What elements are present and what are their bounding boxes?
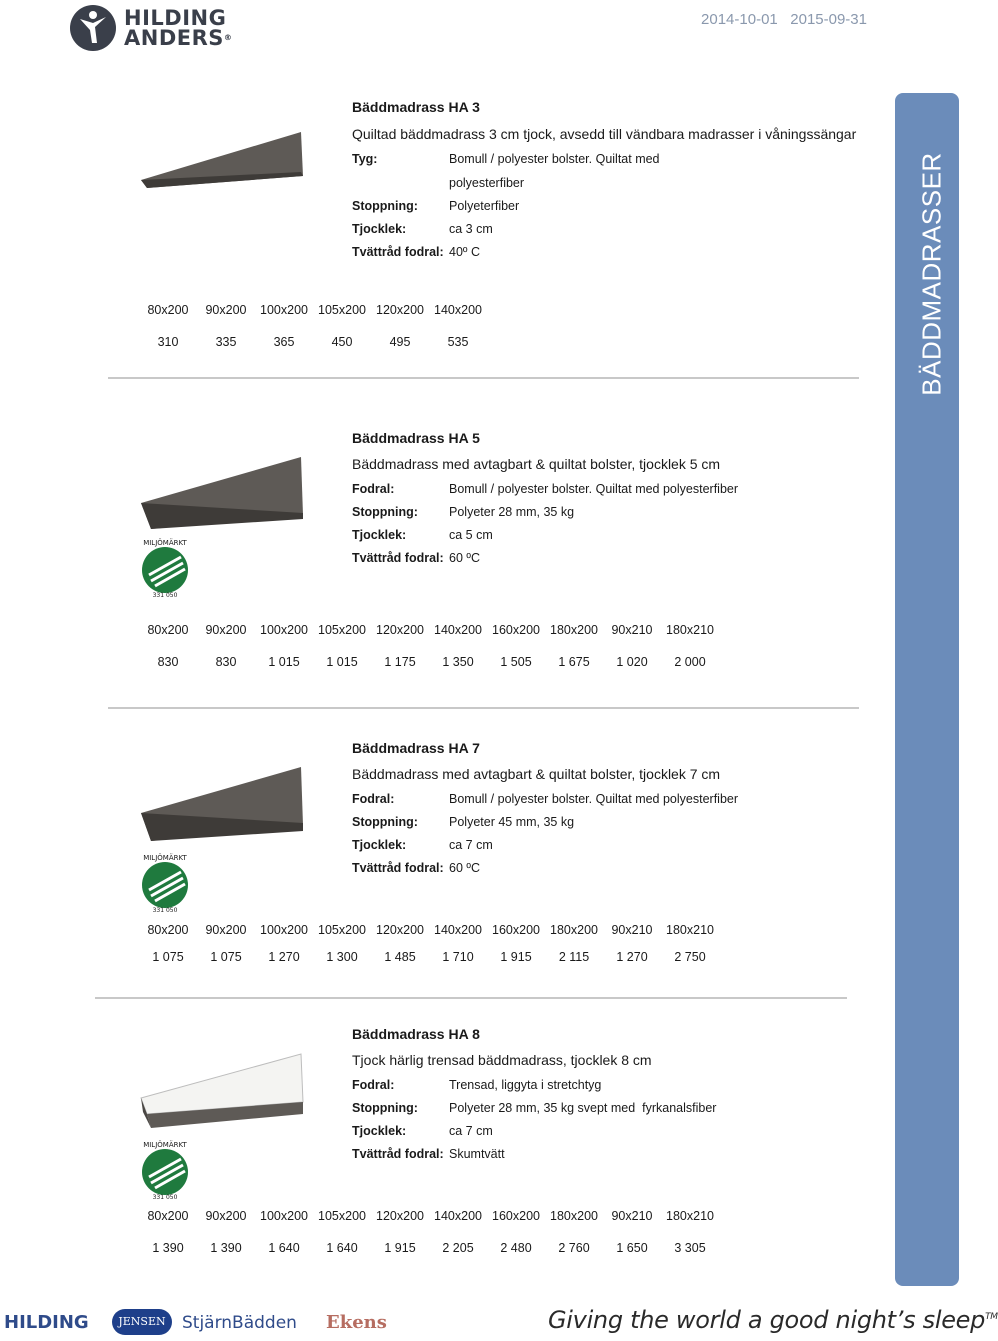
mattress-image-ha3 bbox=[137, 130, 307, 190]
price-cell: 1 015 bbox=[326, 655, 358, 669]
size-cell: 100x200 bbox=[260, 1209, 308, 1223]
product-description-ha7: Bäddmadrass med avtagbart & quiltat bolster, tjocklek 7 cm bbox=[352, 766, 721, 782]
size-cell: 140x200 bbox=[434, 1209, 482, 1223]
price-cell: 1 350 bbox=[442, 655, 474, 669]
size-cell: 90x200 bbox=[205, 1209, 247, 1223]
spec-label: Stoppning: bbox=[352, 199, 418, 213]
product-description-ha8: Tjock härlig trensad bäddmadrass, tjocklek 8 cm bbox=[352, 1052, 652, 1068]
size-cell: 105x200 bbox=[318, 623, 366, 637]
size-cell: 90x200 bbox=[205, 923, 247, 937]
size-cell: 120x200 bbox=[376, 923, 424, 937]
price-cell: 2 480 bbox=[500, 1241, 532, 1255]
price-cell: 2 750 bbox=[674, 950, 706, 964]
size-cell: 180x200 bbox=[550, 923, 598, 937]
spec-value: polyesterfiber bbox=[449, 176, 525, 190]
validity-dates: 2014-10-01 2015-09-31 bbox=[701, 11, 867, 28]
price-cell: 495 bbox=[389, 335, 411, 349]
size-cell: 100x200 bbox=[260, 303, 308, 317]
price-cell: 1 270 bbox=[616, 950, 648, 964]
mattress-image-ha8 bbox=[137, 1052, 307, 1132]
price-cell: 1 915 bbox=[500, 950, 532, 964]
price-cell: 450 bbox=[331, 335, 353, 349]
section-divider bbox=[108, 707, 859, 709]
stjarnbadden-footer-logo: StjärnBädden bbox=[182, 1313, 297, 1333]
price-cell: 830 bbox=[215, 655, 237, 669]
spec-label: Tvättråd fodral: bbox=[352, 1147, 444, 1161]
price-cell: 535 bbox=[447, 335, 469, 349]
nordic-swan-ecolabel-icon bbox=[135, 1135, 195, 1201]
spec-label: Stoppning: bbox=[352, 1101, 418, 1115]
spec-value: ca 3 cm bbox=[449, 222, 493, 236]
price-cell: 1 015 bbox=[268, 655, 300, 669]
svg-text:MILJÖMÄRKT: MILJÖMÄRKT bbox=[143, 539, 187, 547]
spec-value: Polyeter 28 mm, 35 kg svept med fyrkanalsfiber bbox=[449, 1101, 717, 1115]
trademark-mark: TM bbox=[985, 1312, 998, 1322]
spec-label: Tvättråd fodral: bbox=[352, 245, 444, 259]
svg-text:331 050: 331 050 bbox=[152, 592, 178, 599]
price-cell: 2 205 bbox=[442, 1241, 474, 1255]
price-cell: 1 075 bbox=[210, 950, 242, 964]
size-cell: 90x210 bbox=[611, 623, 653, 637]
size-cell: 180x210 bbox=[666, 1209, 714, 1223]
price-cell: 1 175 bbox=[384, 655, 416, 669]
spec-label: Tjocklek: bbox=[352, 528, 407, 542]
size-cell: 180x210 bbox=[666, 623, 714, 637]
spec-value: Trensad, liggyta i stretchtyg bbox=[449, 1078, 602, 1092]
spec-value: ca 5 cm bbox=[449, 528, 493, 542]
price-cell: 1 075 bbox=[152, 950, 184, 964]
price-cell: 1 640 bbox=[326, 1241, 358, 1255]
jensen-footer-logo: JENSEN bbox=[112, 1309, 172, 1335]
price-cell: 365 bbox=[273, 335, 295, 349]
size-cell: 160x200 bbox=[492, 623, 540, 637]
mattress-image-ha7 bbox=[137, 765, 307, 845]
product-title-ha8: Bäddmadrass HA 8 bbox=[352, 1026, 480, 1042]
size-cell: 140x200 bbox=[434, 923, 482, 937]
svg-text:331 050: 331 050 bbox=[152, 1194, 178, 1201]
price-cell: 3 305 bbox=[674, 1241, 706, 1255]
size-cell: 90x210 bbox=[611, 923, 653, 937]
section-divider bbox=[95, 997, 847, 999]
category-label: BÄDDMADRASSER bbox=[916, 152, 947, 396]
mattress-image-ha5 bbox=[137, 455, 307, 535]
size-cell: 120x200 bbox=[376, 623, 424, 637]
footer-brand-logos bbox=[0, 1306, 400, 1340]
price-cell: 1 640 bbox=[268, 1241, 300, 1255]
section-divider bbox=[108, 377, 859, 379]
size-cell: 90x200 bbox=[205, 623, 247, 637]
size-cell: 160x200 bbox=[492, 1209, 540, 1223]
product-description-ha3: Quiltad bäddmadrass 3 cm tjock, avsedd till vändbara madrasser i våningssängar bbox=[352, 126, 857, 142]
svg-text:MILJÖMÄRKT: MILJÖMÄRKT bbox=[143, 1141, 187, 1149]
price-cell: 2 000 bbox=[674, 655, 706, 669]
size-cell: 100x200 bbox=[260, 923, 308, 937]
spec-label: Fodral: bbox=[352, 792, 395, 806]
hilding-footer-logo: HILDING bbox=[4, 1312, 89, 1333]
price-cell: 310 bbox=[157, 335, 179, 349]
price-cell: 1 390 bbox=[152, 1241, 184, 1255]
product-title-ha7: Bäddmadrass HA 7 bbox=[352, 740, 480, 756]
size-cell: 105x200 bbox=[318, 923, 366, 937]
price-cell: 1 300 bbox=[326, 950, 358, 964]
price-cell: 830 bbox=[157, 655, 179, 669]
spec-value: 60 ºC bbox=[449, 551, 480, 565]
spec-value: ca 7 cm bbox=[449, 838, 493, 852]
size-cell: 105x200 bbox=[318, 1209, 366, 1223]
spec-label: Tvättråd fodral: bbox=[352, 861, 444, 875]
spec-value: Bomull / polyester bolster. Quiltat med polyesterfiber bbox=[449, 792, 739, 806]
spec-value: Bomull / polyester bolster. Quiltat med polyesterfiber bbox=[449, 482, 739, 496]
spec-label: Fodral: bbox=[352, 482, 395, 496]
product-title-ha3: Bäddmadrass HA 3 bbox=[352, 99, 480, 115]
price-cell: 1 915 bbox=[384, 1241, 416, 1255]
spec-value: Skumtvätt bbox=[449, 1147, 505, 1161]
price-cell: 1 710 bbox=[442, 950, 474, 964]
product-title-ha5: Bäddmadrass HA 5 bbox=[352, 430, 480, 446]
spec-value: Polyeter 45 mm, 35 kg bbox=[449, 815, 575, 829]
ekens-footer-logo: Ekens bbox=[326, 1312, 387, 1333]
spec-value: 40º C bbox=[449, 245, 480, 259]
spec-value: 60 ºC bbox=[449, 861, 480, 875]
size-cell: 105x200 bbox=[318, 303, 366, 317]
size-cell: 140x200 bbox=[434, 623, 482, 637]
brand-line-1: HILDING bbox=[124, 6, 227, 30]
size-cell: 180x200 bbox=[550, 623, 598, 637]
product-description-ha5: Bäddmadrass med avtagbart & quiltat bolster, tjocklek 5 cm bbox=[352, 456, 721, 472]
footer-tagline bbox=[548, 1306, 998, 1334]
price-cell: 1 390 bbox=[210, 1241, 242, 1255]
size-cell: 120x200 bbox=[376, 303, 424, 317]
spec-label: Stoppning: bbox=[352, 815, 418, 829]
size-cell: 100x200 bbox=[260, 623, 308, 637]
brand-line-2: ANDERS bbox=[124, 26, 224, 50]
spec-value: Polyeterfiber bbox=[449, 199, 520, 213]
spec-label: Tjocklek: bbox=[352, 838, 407, 852]
registered-mark: ® bbox=[223, 33, 233, 42]
size-cell: 160x200 bbox=[492, 923, 540, 937]
size-cell: 180x200 bbox=[550, 1209, 598, 1223]
price-cell: 2 115 bbox=[558, 950, 590, 964]
size-cell: 90x210 bbox=[611, 1209, 653, 1223]
tagline-text: Giving the world a good night’s sleep bbox=[548, 1306, 986, 1334]
nordic-swan-ecolabel-icon bbox=[135, 533, 195, 599]
spec-label: Fodral: bbox=[352, 1078, 395, 1092]
price-cell: 1 675 bbox=[558, 655, 590, 669]
price-cell: 1 505 bbox=[500, 655, 532, 669]
price-cell: 335 bbox=[215, 335, 237, 349]
svg-text:331 050: 331 050 bbox=[152, 907, 178, 914]
svg-text:MILJÖMÄRKT: MILJÖMÄRKT bbox=[143, 854, 187, 862]
spec-label: Tyg: bbox=[352, 152, 378, 166]
price-cell: 1 485 bbox=[384, 950, 416, 964]
spec-label: Tvättråd fodral: bbox=[352, 551, 444, 565]
nordic-swan-ecolabel-icon bbox=[135, 848, 195, 914]
spec-label: Tjocklek: bbox=[352, 1124, 407, 1138]
size-cell: 80x200 bbox=[147, 923, 189, 937]
size-cell: 120x200 bbox=[376, 1209, 424, 1223]
size-cell: 90x200 bbox=[205, 303, 247, 317]
spec-value: Bomull / polyester bolster. Quiltat med bbox=[449, 152, 660, 166]
size-cell: 140x200 bbox=[434, 303, 482, 317]
size-cell: 80x200 bbox=[147, 303, 189, 317]
spec-label: Stoppning: bbox=[352, 505, 418, 519]
price-cell: 1 020 bbox=[616, 655, 648, 669]
size-cell: 80x200 bbox=[147, 623, 189, 637]
size-cell: 80x200 bbox=[147, 1209, 189, 1223]
size-cell: 180x210 bbox=[666, 923, 714, 937]
spec-value: ca 7 cm bbox=[449, 1124, 493, 1138]
brand-emblem-icon bbox=[68, 3, 118, 53]
price-cell: 1 270 bbox=[268, 950, 300, 964]
spec-label: Tjocklek: bbox=[352, 222, 407, 236]
hilding-anders-logo bbox=[68, 2, 268, 54]
spec-value: Polyeter 28 mm, 35 kg bbox=[449, 505, 575, 519]
price-cell: 2 760 bbox=[558, 1241, 590, 1255]
price-cell: 1 650 bbox=[616, 1241, 648, 1255]
